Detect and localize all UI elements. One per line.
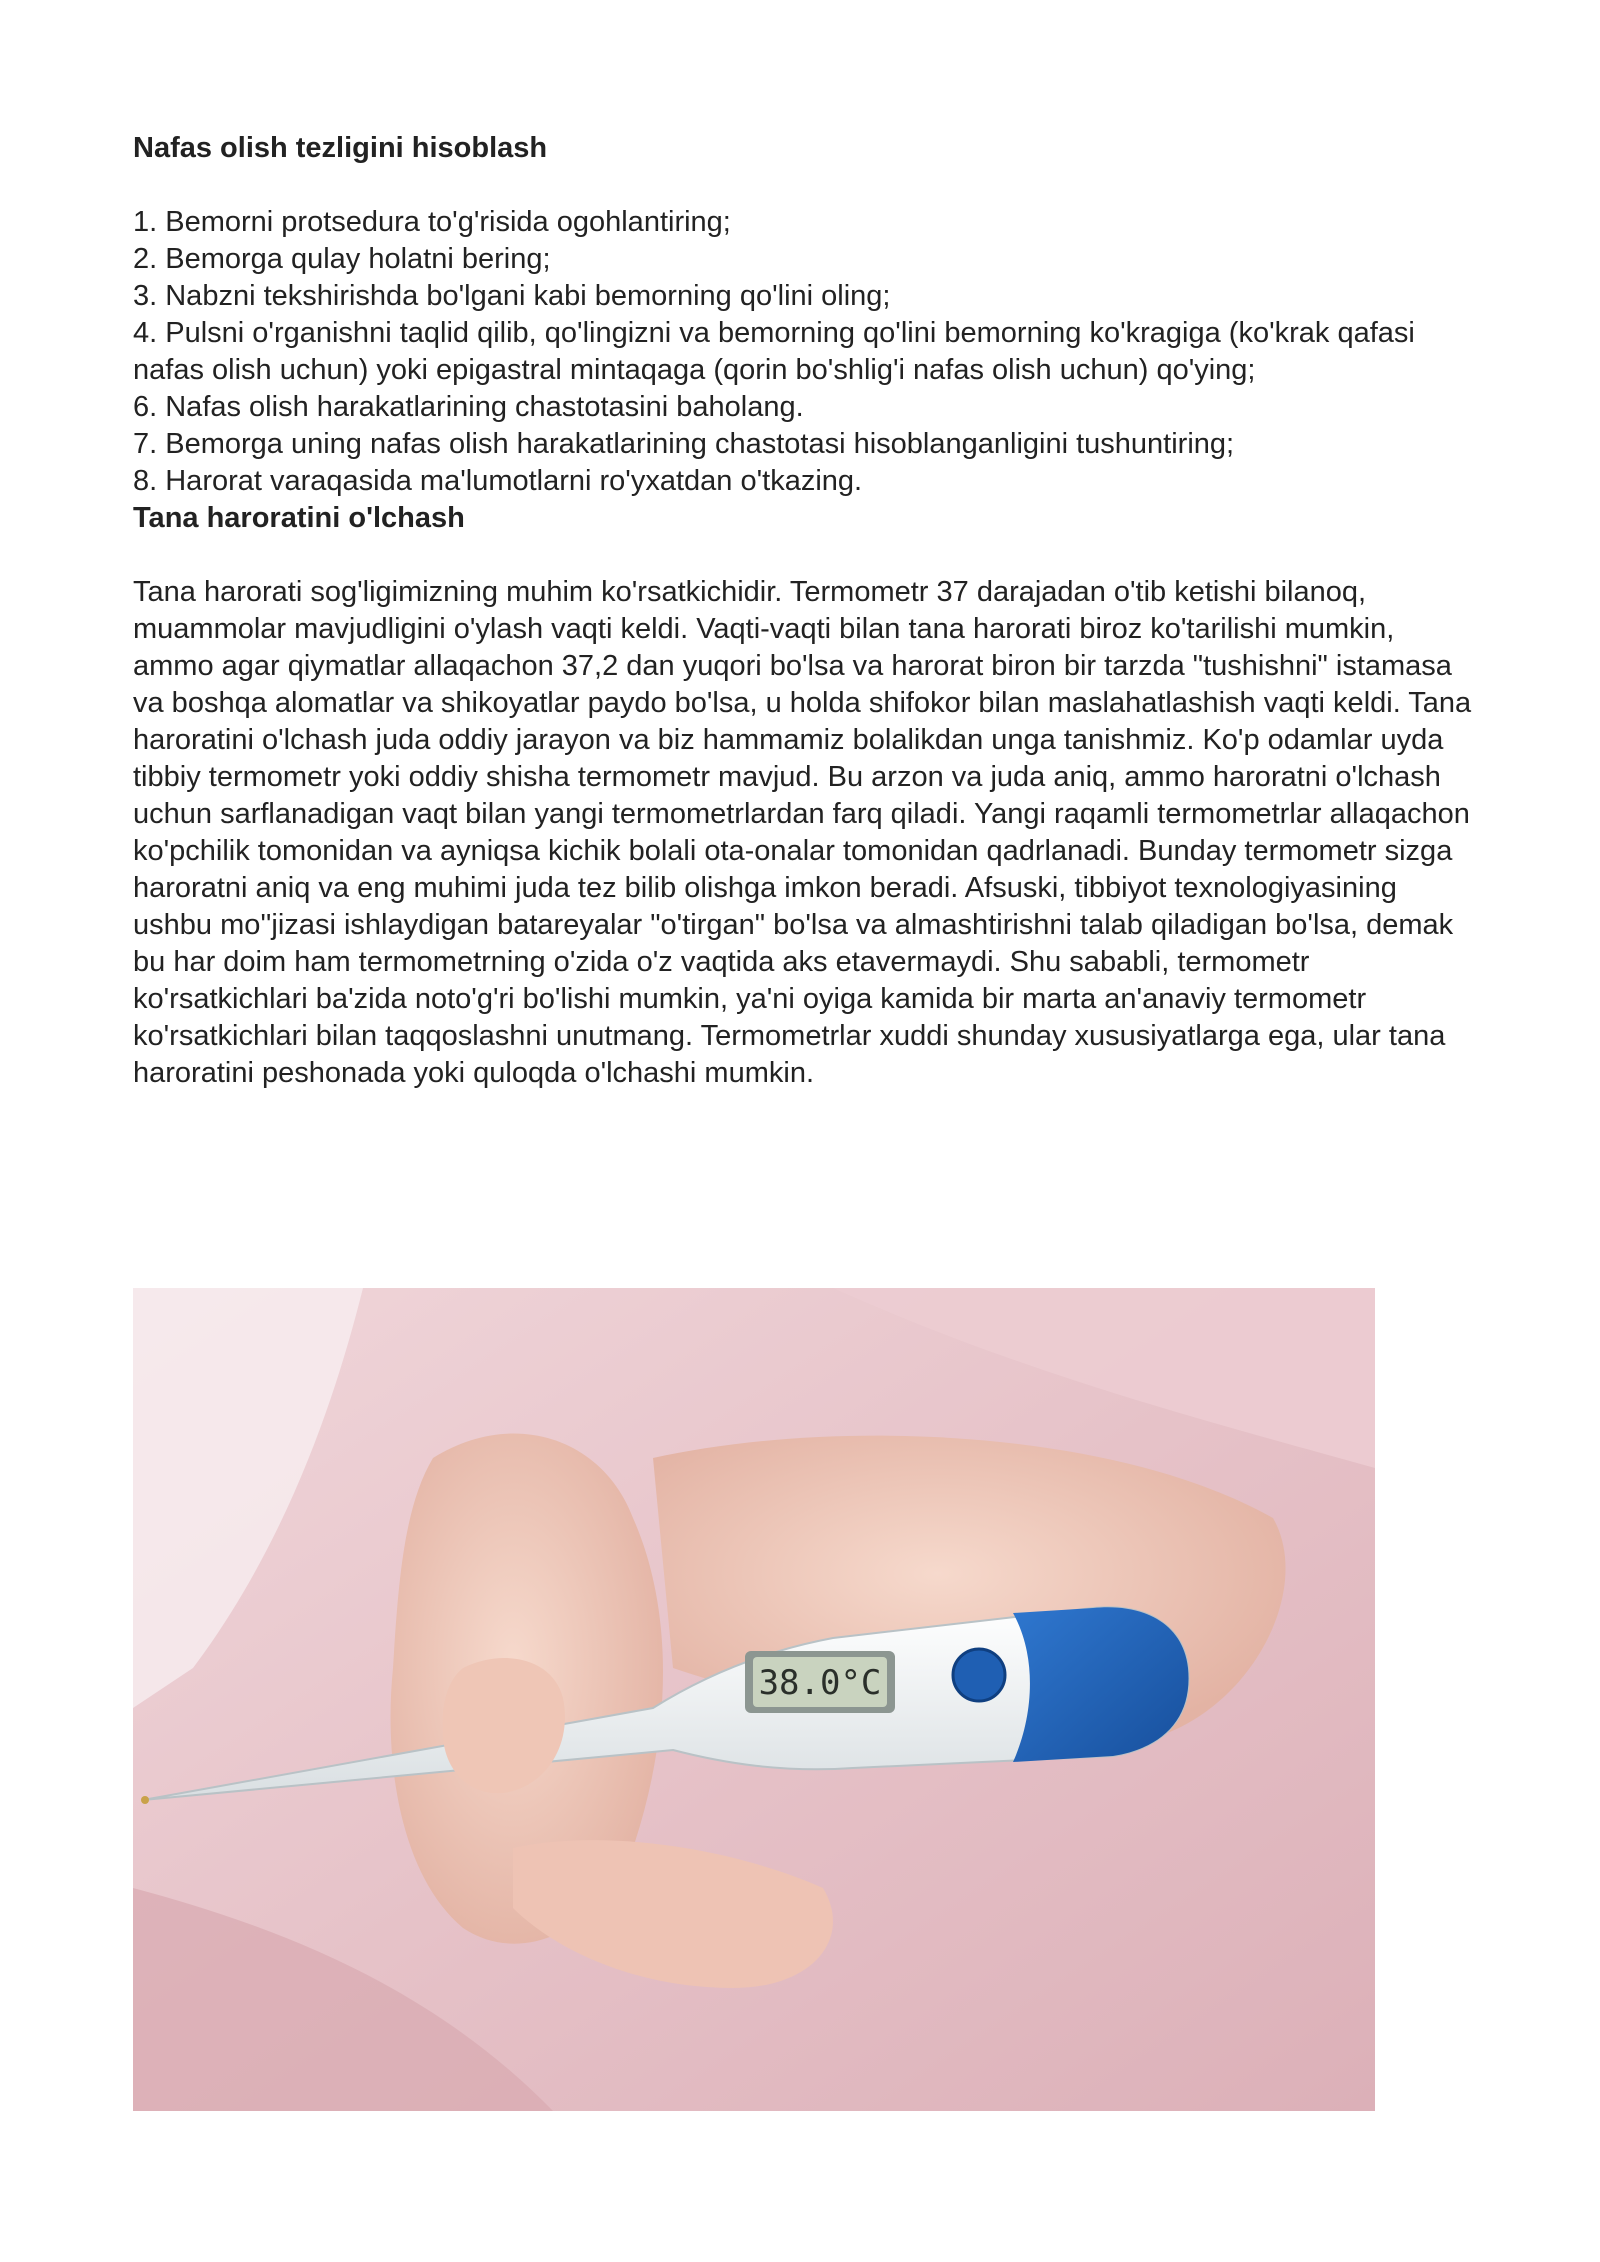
thermometer-tip: [141, 1796, 149, 1804]
procedure-step: 7. Bemorga uning nafas olish harakatlarining chastotasi hisoblanganligini tushuntiring;: [133, 428, 1235, 460]
procedure-step: 6. Nafas olish harakatlarining chastotasini baholang.: [133, 391, 804, 423]
procedure-step: 2. Bemorga qulay holatni bering;: [133, 243, 551, 275]
procedure-step: 3. Nabzni tekshirishda bo'lgani kabi bemorning qo'lini oling;: [133, 280, 891, 312]
section-title-body-temperature: Tana haroratini o'lchash: [133, 502, 465, 534]
thermometer-illustration: [133, 1288, 1375, 2111]
thermometer-reading: 38.0°C: [758, 1663, 882, 1703]
procedure-steps-list: [133, 204, 1473, 500]
procedure-step: 1. Bemorni protsedura to'g'risida ogohlantiring;: [133, 206, 731, 238]
thermometer-photo: [133, 1288, 1375, 2111]
section-title-breathing-rate: Nafas olish tezligini hisoblash: [133, 132, 548, 164]
document-content: [133, 130, 1473, 1092]
procedure-step: 8. Harorat varaqasida ma'lumotlarni ro'yxatdan o'tkazing.: [133, 465, 863, 497]
body-temperature-paragraph: Tana harorati sog'ligimizning muhim ko'rsatkichidir. Termometr 37 darajadan o'tib ketishi bilanoq, muammolar mavjudligini o'ylash vaqti keldi. Vaqti-vaqti bilan tana harorati biroz ko'tarilishi mumkin, ammo agar qiymatlar allaqachon 37,2 dan yuqori bo'lsa va harorat biron bir tarzda "tushishni" istamasa va boshqa alomatlar va shikoyatlar paydo bo'lsa, u holda shifokor bilan maslahatlashish vaqti keldi. Tana haroratini o'lchash juda oddiy jarayon va biz hammamiz bolalikdan unga tanishmiz. Ko'p odamlar uyda tibbiy termometr yoki oddiy shisha termometr mavjud. Bu arzon va juda aniq, ammo haroratni o'lchash uchun sarflanadigan vaqt bilan yangi termometrlardan farq qiladi. Yangi raqamli termometrlar allaqachon ko'pchilik tomonidan va ayniqsa kichik bolali ota-onalar tomonidan qadrlanadi. Bunday termometr sizga haroratni aniq va eng muhimi juda tez bilib olishga imkon beradi. Afsuski, tibbiyot texnologiyasining ushbu mo''jizasi ishlaydigan batareyalar "o'tirgan" bo'lsa va almashtirishni talab qiladigan bo'lsa, demak bu har doim ham termometrning o'zida o'z vaqtida aks etavermaydi. Shu sababli, termometr ko'rsatkichlari ba'zida noto'g'ri bo'lishi mumkin, ya'ni oyiga kamida bir marta an'anaviy termometr ko'rsatkichlari bilan taqqoslashni unutmang. Termometrlar xuddi shunday xususiyatlarga ega, ular tana haroratini peshonada yoki quloqda o'lchashi mumkin.: [133, 576, 1472, 1089]
thermometer-button: [953, 1649, 1005, 1701]
procedure-step: 4. Pulsni o'rganishni taqlid qilib, qo'lingizni va bemorning qo'lini bemorning ko'kragiga (ko'krak qafasi nafas olish uchun) yoki epigastral mintaqaga (qorin bo'shlig'i nafas olish uchun) qo'ying;: [133, 317, 1415, 386]
